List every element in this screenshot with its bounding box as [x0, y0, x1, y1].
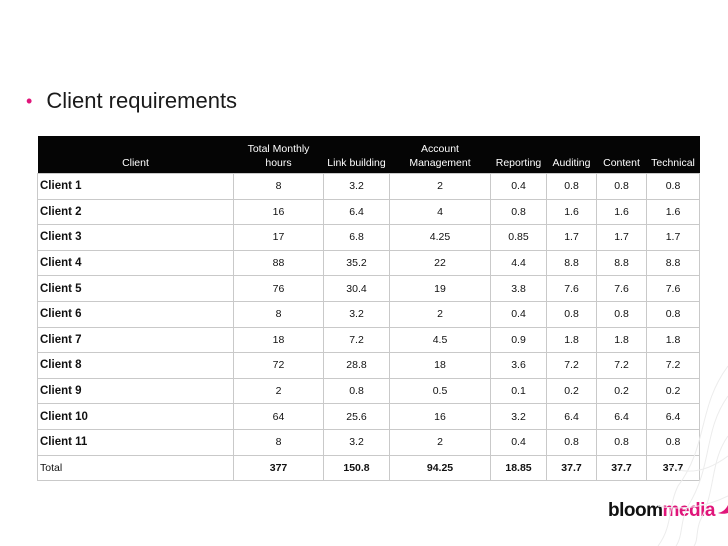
cell-reporting: 0.8	[491, 199, 547, 225]
cell-total-hours: 64	[234, 404, 324, 430]
cell-auditing: 37.7	[547, 455, 597, 481]
bullet-icon: •	[26, 90, 33, 111]
cell-link-building: 0.8	[324, 378, 390, 404]
cell-auditing: 0.2	[547, 378, 597, 404]
cell-reporting: 0.4	[491, 301, 547, 327]
cell-client: Client 9	[38, 378, 234, 404]
table-row	[38, 378, 700, 404]
cell-account-management: 18	[390, 353, 491, 379]
cell-total-hours: 17	[234, 225, 324, 251]
cell-reporting: 0.85	[491, 225, 547, 251]
table-row	[38, 250, 700, 276]
cell-account-management: 0.5	[390, 378, 491, 404]
slide-title	[26, 88, 237, 114]
header-link-building: Link building	[324, 136, 390, 174]
table-header-row	[38, 136, 700, 174]
table-row	[38, 199, 700, 225]
cell-technical: 1.7	[647, 225, 700, 251]
cell-content: 0.8	[597, 429, 647, 455]
cell-account-management: 2	[390, 174, 491, 200]
cell-link-building: 3.2	[324, 429, 390, 455]
cell-technical: 7.6	[647, 276, 700, 302]
cell-reporting: 3.2	[491, 404, 547, 430]
cell-content: 1.7	[597, 225, 647, 251]
cell-technical: 37.7	[647, 455, 700, 481]
cell-technical: 6.4	[647, 404, 700, 430]
cell-content: 7.6	[597, 276, 647, 302]
cell-link-building: 6.4	[324, 199, 390, 225]
cell-reporting: 4.4	[491, 250, 547, 276]
header-account-management: Account Management	[390, 136, 491, 174]
cell-account-management: 2	[390, 301, 491, 327]
cell-auditing: 1.6	[547, 199, 597, 225]
cell-client: Client 5	[38, 276, 234, 302]
cell-reporting: 0.9	[491, 327, 547, 353]
cell-client: Total	[38, 455, 234, 481]
table-row	[38, 429, 700, 455]
cell-auditing: 1.8	[547, 327, 597, 353]
cell-client: Client 2	[38, 199, 234, 225]
cell-link-building: 6.8	[324, 225, 390, 251]
cell-content: 7.2	[597, 353, 647, 379]
cell-content: 0.8	[597, 174, 647, 200]
cell-technical: 0.2	[647, 378, 700, 404]
cell-client: Client 10	[38, 404, 234, 430]
slide-title-text: Client requirements	[46, 88, 238, 113]
cell-total-hours: 16	[234, 199, 324, 225]
table-total-row	[38, 455, 700, 481]
requirements-table	[37, 136, 700, 481]
cell-account-management: 4.25	[390, 225, 491, 251]
cell-content: 1.8	[597, 327, 647, 353]
cell-account-management: 2	[390, 429, 491, 455]
cell-auditing: 0.8	[547, 174, 597, 200]
cell-account-management: 22	[390, 250, 491, 276]
header-auditing: Auditing	[547, 136, 597, 174]
cell-technical: 7.2	[647, 353, 700, 379]
cell-auditing: 6.4	[547, 404, 597, 430]
cell-account-management: 94.25	[390, 455, 491, 481]
cell-link-building: 3.2	[324, 174, 390, 200]
cell-auditing: 0.8	[547, 429, 597, 455]
header-content: Content	[597, 136, 647, 174]
cell-account-management: 19	[390, 276, 491, 302]
logo-text: bloommedia	[608, 500, 715, 521]
cell-account-management: 16	[390, 404, 491, 430]
decorative-lines	[638, 346, 728, 546]
header-total-monthly-hours: Total Monthly hours	[234, 136, 324, 174]
cell-total-hours: 8	[234, 301, 324, 327]
cell-total-hours: 72	[234, 353, 324, 379]
cell-technical: 0.8	[647, 301, 700, 327]
cell-client: Client 8	[38, 353, 234, 379]
cell-link-building: 150.8	[324, 455, 390, 481]
cell-total-hours: 76	[234, 276, 324, 302]
cell-client: Client 3	[38, 225, 234, 251]
cell-total-hours: 88	[234, 250, 324, 276]
cell-link-building: 28.8	[324, 353, 390, 379]
cell-account-management: 4	[390, 199, 491, 225]
cell-content: 0.8	[597, 301, 647, 327]
table-row	[38, 353, 700, 379]
cell-client: Client 1	[38, 174, 234, 200]
cell-client: Client 7	[38, 327, 234, 353]
cell-link-building: 3.2	[324, 301, 390, 327]
cell-client: Client 4	[38, 250, 234, 276]
cell-reporting: 0.4	[491, 429, 547, 455]
cell-content: 1.6	[597, 199, 647, 225]
cell-technical: 1.8	[647, 327, 700, 353]
header-technical: Technical	[647, 136, 700, 174]
cell-link-building: 35.2	[324, 250, 390, 276]
cell-technical: 1.6	[647, 199, 700, 225]
cell-content: 6.4	[597, 404, 647, 430]
cell-content: 0.2	[597, 378, 647, 404]
table-row	[38, 225, 700, 251]
header-client: Client	[38, 136, 234, 174]
cell-auditing: 8.8	[547, 250, 597, 276]
table-row	[38, 404, 700, 430]
table-row	[38, 327, 700, 353]
cell-technical: 0.8	[647, 174, 700, 200]
cell-client: Client 6	[38, 301, 234, 327]
cell-content: 8.8	[597, 250, 647, 276]
cell-auditing: 1.7	[547, 225, 597, 251]
cell-account-management: 4.5	[390, 327, 491, 353]
cell-reporting: 3.6	[491, 353, 547, 379]
cell-technical: 0.8	[647, 429, 700, 455]
cell-link-building: 30.4	[324, 276, 390, 302]
table-row	[38, 276, 700, 302]
cell-link-building: 25.6	[324, 404, 390, 430]
cell-total-hours: 18	[234, 327, 324, 353]
cell-reporting: 18.85	[491, 455, 547, 481]
cell-total-hours: 8	[234, 429, 324, 455]
table-row	[38, 174, 700, 200]
cell-auditing: 0.8	[547, 301, 597, 327]
cell-auditing: 7.6	[547, 276, 597, 302]
cell-auditing: 7.2	[547, 353, 597, 379]
cell-total-hours: 8	[234, 174, 324, 200]
table-row	[38, 301, 700, 327]
cell-client: Client 11	[38, 429, 234, 455]
cell-link-building: 7.2	[324, 327, 390, 353]
cell-content: 37.7	[597, 455, 647, 481]
cell-reporting: 0.4	[491, 174, 547, 200]
header-reporting: Reporting	[491, 136, 547, 174]
cell-total-hours: 2	[234, 378, 324, 404]
cell-reporting: 3.8	[491, 276, 547, 302]
cell-technical: 8.8	[647, 250, 700, 276]
cell-total-hours: 377	[234, 455, 324, 481]
cell-reporting: 0.1	[491, 378, 547, 404]
